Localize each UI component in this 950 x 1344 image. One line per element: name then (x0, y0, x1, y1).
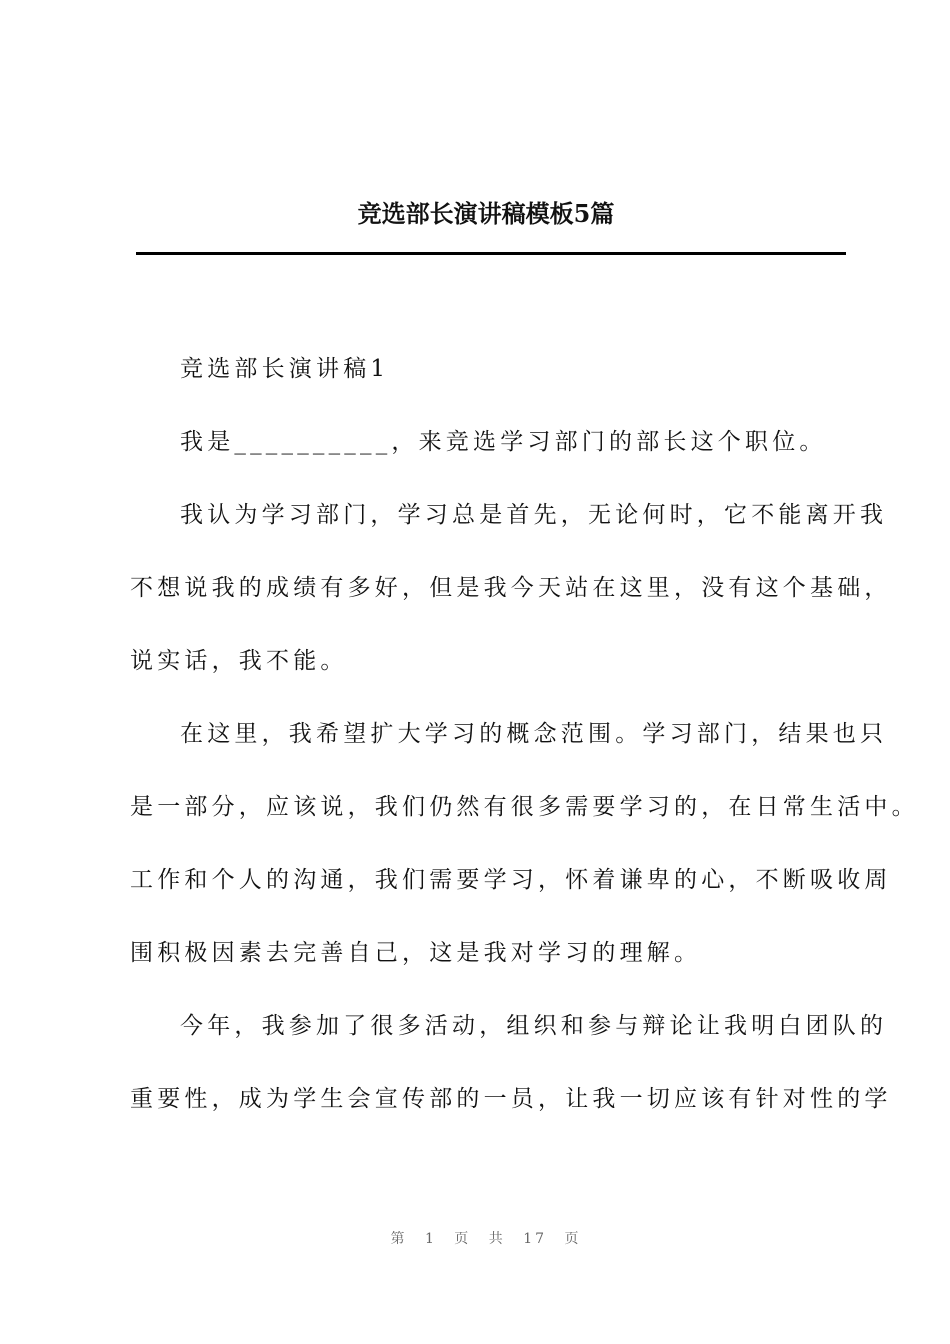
document-title: 竞选部长演讲稿模板5篇 (357, 199, 615, 228)
document-body (130, 338, 919, 1141)
section-heading: 竞选部长演讲稿1 (180, 356, 390, 382)
paragraph-line: 围积极因素去完善自己，这是我对学习的理解。 (130, 940, 702, 966)
page-number-footer: 第 1 页 共 17 页 (390, 1231, 582, 1247)
paragraph-line: 工作和个人的沟通，我们需要学习，怀着谦卑的心，不断吸收周 (130, 867, 892, 893)
paragraph-line: 我认为学习部门，学习总是首先，无论何时，它不能离开我 (180, 502, 888, 528)
paragraph-line: 说实话，我不能。 (130, 648, 348, 674)
paragraph-line: 在这里，我希望扩大学习的概念范围。学习部门，结果也只 (180, 721, 888, 747)
paragraph-line: 不想说我的成绩有多好，但是我今天站在这里，没有这个基础， (130, 575, 892, 601)
paragraph-line: 今年，我参加了很多活动，组织和参与辩论让我明白团队的 (180, 1013, 888, 1039)
title-divider (136, 252, 846, 255)
paragraph-line: 重要性，成为学生会宣传部的一员，让我一切应该有针对性的学 (130, 1086, 892, 1112)
paragraph-line: 我是__________，来竞选学习部门的部长这个职位。 (180, 429, 827, 455)
paragraph-line: 是一部分，应该说，我们仍然有很多需要学习的，在日常生活中。 (130, 794, 919, 820)
